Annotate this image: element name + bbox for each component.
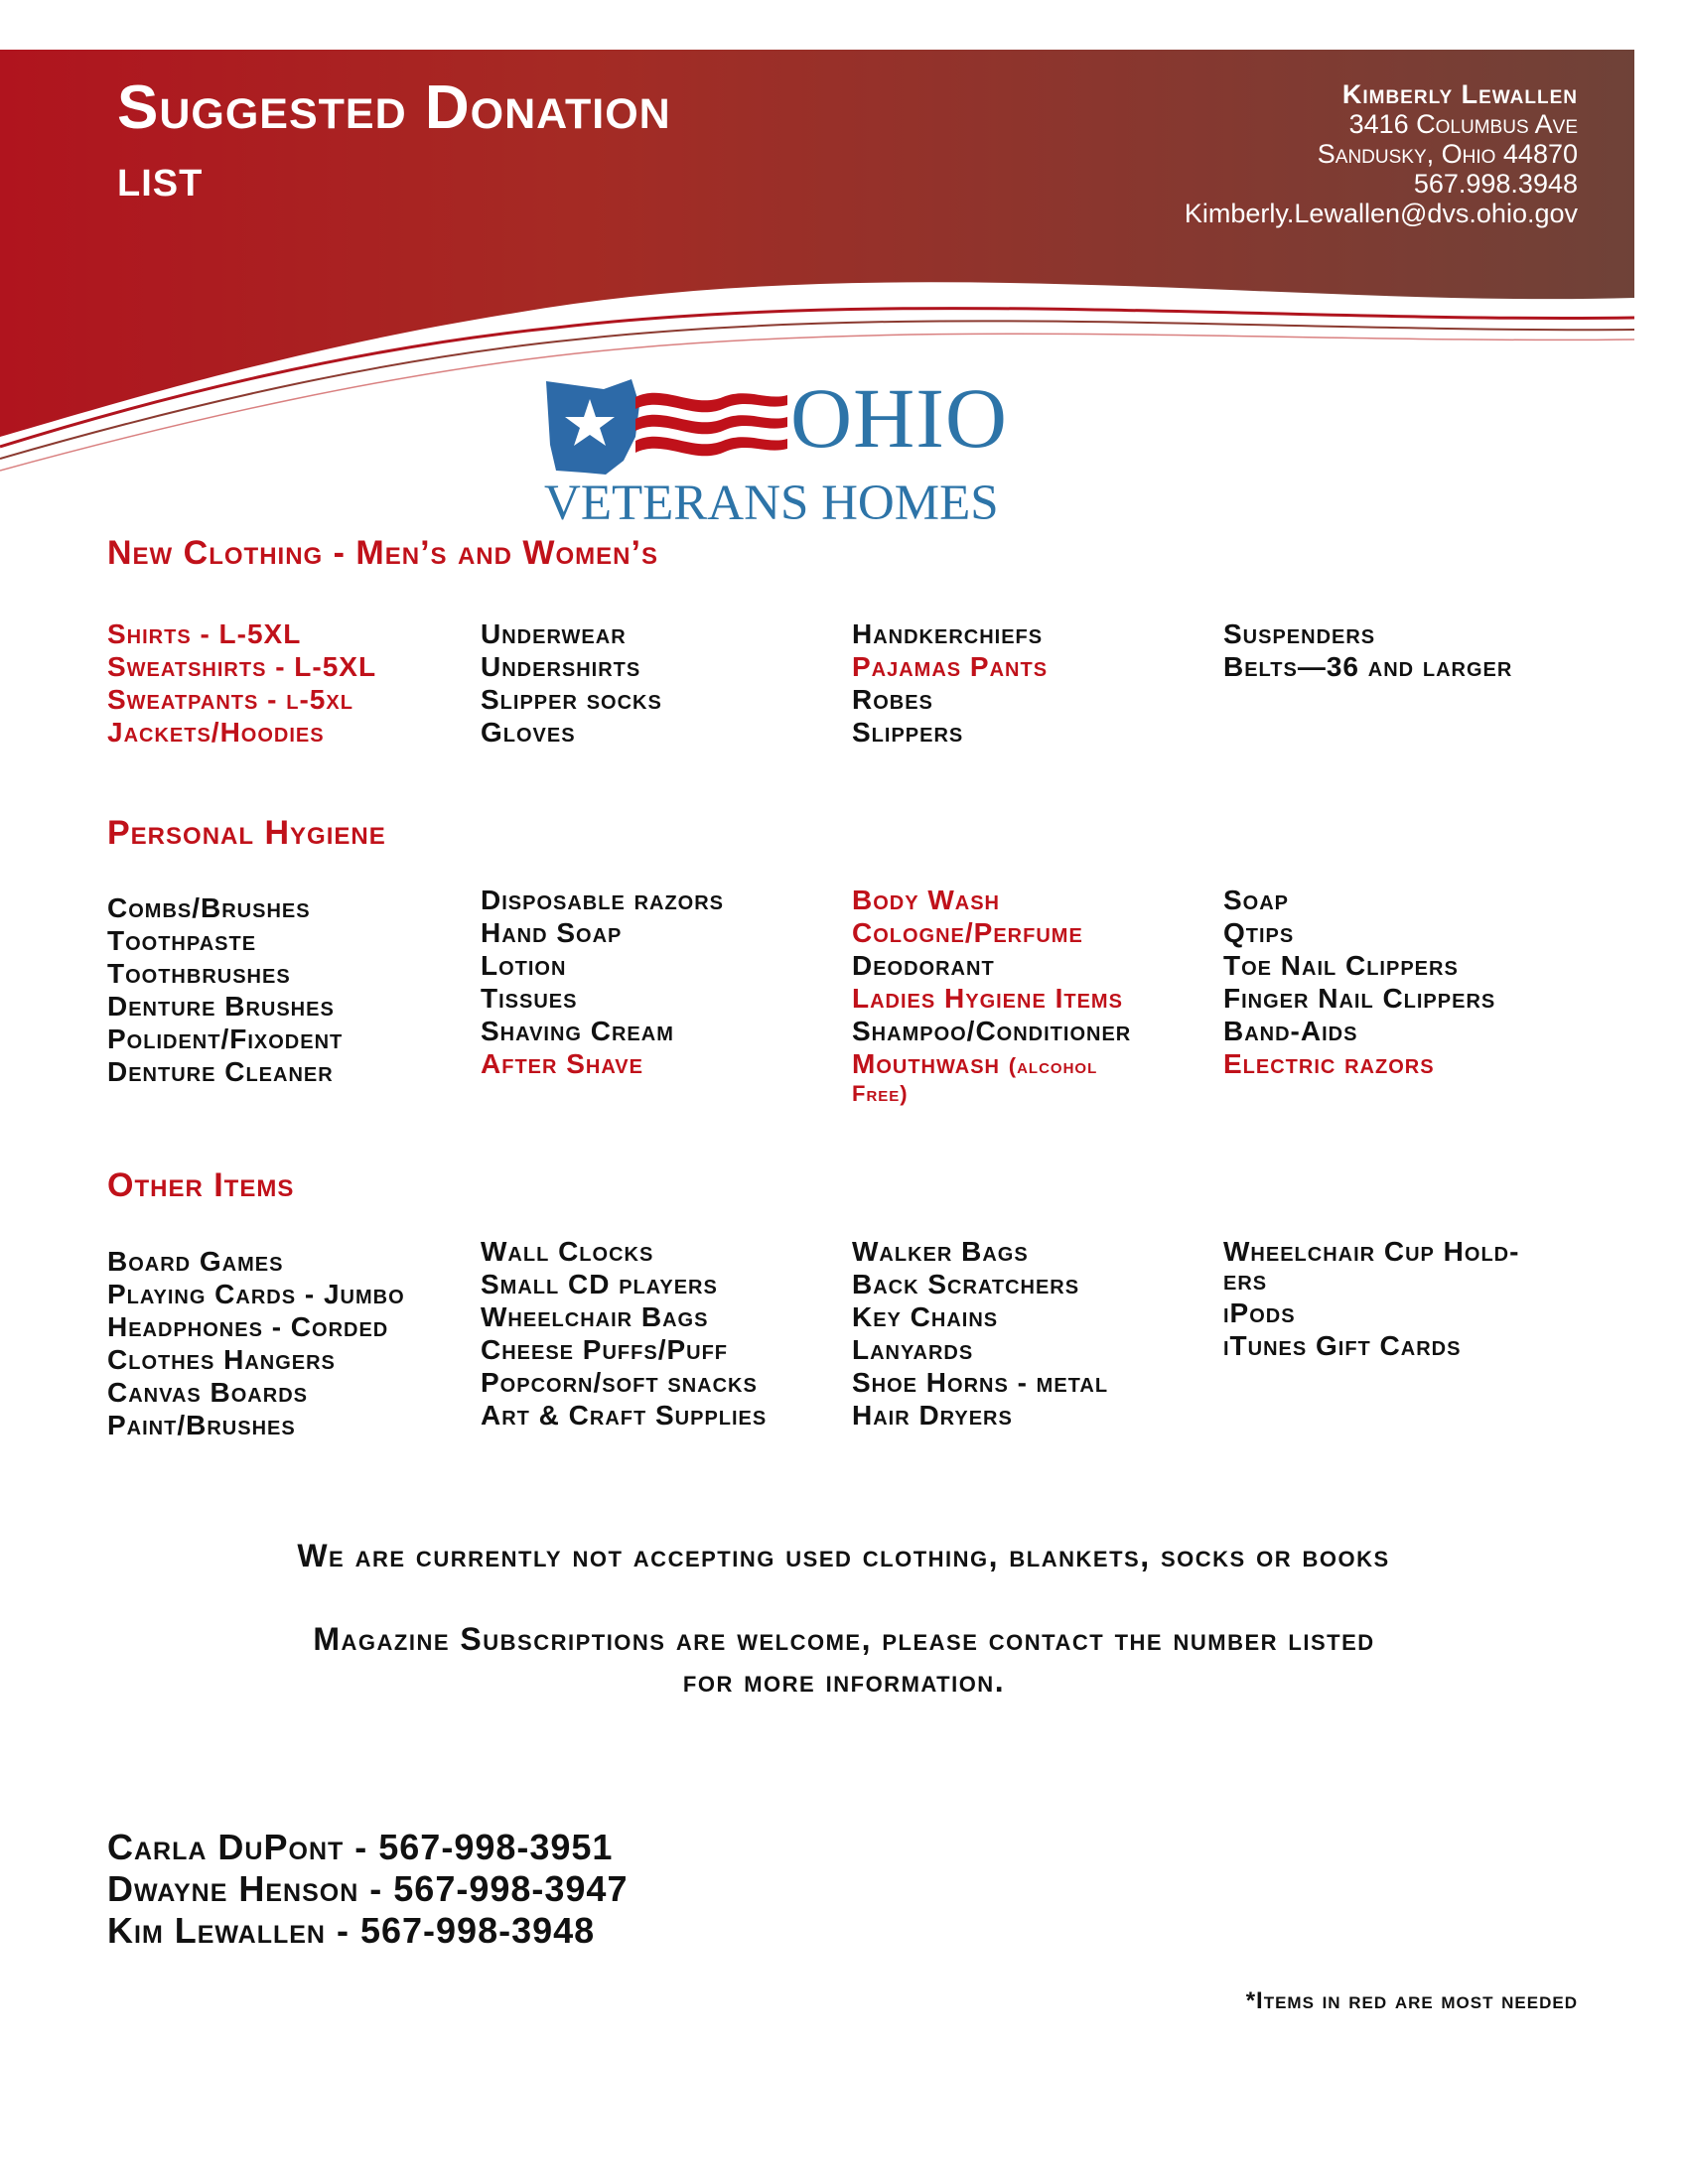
contact-row: Kim Lewallen - 567-998-3948 xyxy=(107,1910,596,1951)
list-item: Wheelchair Cup Hold- xyxy=(1223,1236,1520,1267)
list-item: Board Games xyxy=(107,1246,284,1277)
list-item: Wall Clocks xyxy=(481,1236,654,1267)
list-item: Lotion xyxy=(481,950,567,981)
list-item: Cologne/Perfume xyxy=(852,917,1083,948)
list-item: Underwear xyxy=(481,618,627,649)
contact-city: Sandusky, Ohio 44870 xyxy=(1317,139,1578,169)
hygiene-column-1 xyxy=(107,891,465,1088)
list-item: Toe Nail Clippers xyxy=(1223,950,1459,981)
clothing-column-1 xyxy=(107,617,465,749)
list-item: Headphones - Corded xyxy=(107,1311,389,1342)
list-item xyxy=(852,1047,1219,1082)
list-item: Qtips xyxy=(1223,917,1295,948)
list-item: Suspenders xyxy=(1223,618,1376,649)
list-item: Back Scratchers xyxy=(852,1269,1080,1299)
list-item: Art & Craft Supplies xyxy=(481,1400,768,1431)
list-item: Combs/Brushes xyxy=(107,892,311,923)
list-item: Free) xyxy=(852,1081,909,1106)
magazine-notice xyxy=(99,1618,1589,1702)
list-item: Slipper socks xyxy=(481,684,662,715)
list-item: Denture Brushes xyxy=(107,991,335,1022)
list-item: Soap xyxy=(1223,885,1290,915)
list-item: Body Wash xyxy=(852,885,1000,915)
contact-list xyxy=(107,1827,628,1952)
list-item: ers xyxy=(1223,1265,1268,1296)
list-item: Deodorant xyxy=(852,950,995,981)
list-item: Paint/Brushes xyxy=(107,1410,296,1440)
list-item: Sweatpants - l-5xl xyxy=(107,684,353,715)
list-item: Denture Cleaner xyxy=(107,1056,334,1087)
list-item: Tissues xyxy=(481,983,578,1014)
contact-address: 3416 Columbus Ave xyxy=(1348,109,1578,139)
list-item: Playing Cards - Jumbo xyxy=(107,1279,405,1309)
section-title-hygiene: Personal Hygiene xyxy=(107,814,386,852)
list-item: Finger Nail Clippers xyxy=(1223,983,1496,1014)
list-item: After Shave xyxy=(481,1048,643,1079)
contact-row: Carla DuPont - 567-998-3951 xyxy=(107,1827,614,1867)
list-item: Undershirts xyxy=(481,651,641,682)
contact-block xyxy=(1185,79,1578,228)
list-item: Robes xyxy=(852,684,933,715)
list-item: Shoe Horns - metal xyxy=(852,1367,1109,1398)
section-title-clothing: New Clothing - Men’s and Women’s xyxy=(107,534,658,572)
list-item: Pajamas Pants xyxy=(852,651,1049,682)
contact-row: Dwayne Henson - 567-998-3947 xyxy=(107,1868,629,1909)
clothing-column-4 xyxy=(1223,617,1601,683)
logo-veterans-homes-text: VETERANS HOMES xyxy=(544,476,999,531)
list-item: Ladies Hygiene Items xyxy=(852,983,1123,1014)
list-item: Hand Soap xyxy=(481,917,623,948)
list-item: Cheese Puffs/Puff xyxy=(481,1334,729,1365)
ohio-state-flag-icon xyxy=(544,375,792,484)
list-item: Toothpaste xyxy=(107,925,257,956)
list-item: Hair Dryers xyxy=(852,1400,1013,1431)
list-item: Small CD players xyxy=(481,1269,718,1299)
list-item: Slippers xyxy=(852,717,964,748)
footnote: *Items in red are most needed xyxy=(1245,1987,1578,2014)
magazine-notice-line1: Magazine Subscriptions are welcome, please contact the number listed xyxy=(313,1621,1375,1657)
list-item: Polident/Fixodent xyxy=(107,1024,344,1054)
contact-email[interactable]: Kimberly.Lewallen@dvs.ohio.gov xyxy=(1184,199,1578,228)
list-item: Belts—36 and larger xyxy=(1223,651,1513,682)
other-column-3 xyxy=(852,1235,1209,1432)
list-item: Wheelchair Bags xyxy=(481,1301,709,1332)
section-title-other: Other Items xyxy=(107,1166,295,1204)
page-title-line1: Suggested Donation xyxy=(117,73,671,142)
hygiene-column-3 xyxy=(852,884,1219,1106)
list-item: Lanyards xyxy=(852,1334,974,1365)
other-column-1 xyxy=(107,1245,475,1441)
contact-phone: 567.998.3948 xyxy=(1413,169,1578,199)
logo-ohio-text: OHIO xyxy=(790,370,1008,466)
list-item: Gloves xyxy=(481,717,576,748)
list-item: Canvas Boards xyxy=(107,1377,308,1408)
page-title-line2: list xyxy=(117,148,204,207)
list-item: Shampoo/Conditioner xyxy=(852,1016,1132,1046)
list-item: Popcorn/soft snacks xyxy=(481,1367,758,1398)
clothing-column-3 xyxy=(852,617,1209,749)
page-title xyxy=(117,73,671,208)
ohio-veterans-homes-logo xyxy=(544,370,1090,534)
list-item: Clothes Hangers xyxy=(107,1344,336,1375)
other-column-2 xyxy=(481,1235,838,1432)
list-item: Walker Bags xyxy=(852,1236,1029,1267)
list-item: Jackets/Hoodies xyxy=(107,717,325,748)
list-item: Handkerchiefs xyxy=(852,618,1044,649)
list-item: Shaving Cream xyxy=(481,1016,674,1046)
list-item: Toothbrushes xyxy=(107,958,291,989)
list-item: iPods xyxy=(1223,1297,1296,1328)
not-accepting-notice: We are currently not accepting used clothing, blankets, socks or books xyxy=(297,1538,1390,1573)
list-item: iTunes Gift Cards xyxy=(1223,1330,1462,1361)
mouthwash-label: Mouthwash xyxy=(852,1048,1000,1079)
clothing-column-2 xyxy=(481,617,838,749)
magazine-notice-line2: for more information. xyxy=(682,1663,1006,1699)
list-item: Sweatshirts - L-5XL xyxy=(107,651,377,682)
hygiene-column-4 xyxy=(1223,884,1601,1080)
list-item: Electric razors xyxy=(1223,1048,1435,1079)
list-item: Band-Aids xyxy=(1223,1016,1358,1046)
hygiene-column-2 xyxy=(481,884,838,1080)
list-item: Shirts - L-5XL xyxy=(107,618,302,649)
contact-name: Kimberly Lewallen xyxy=(1341,79,1578,109)
mouthwash-note: (alcohol xyxy=(1008,1053,1098,1078)
list-item: Key Chains xyxy=(852,1301,999,1332)
list-item: Disposable razors xyxy=(481,885,725,915)
other-column-4 xyxy=(1223,1235,1601,1362)
